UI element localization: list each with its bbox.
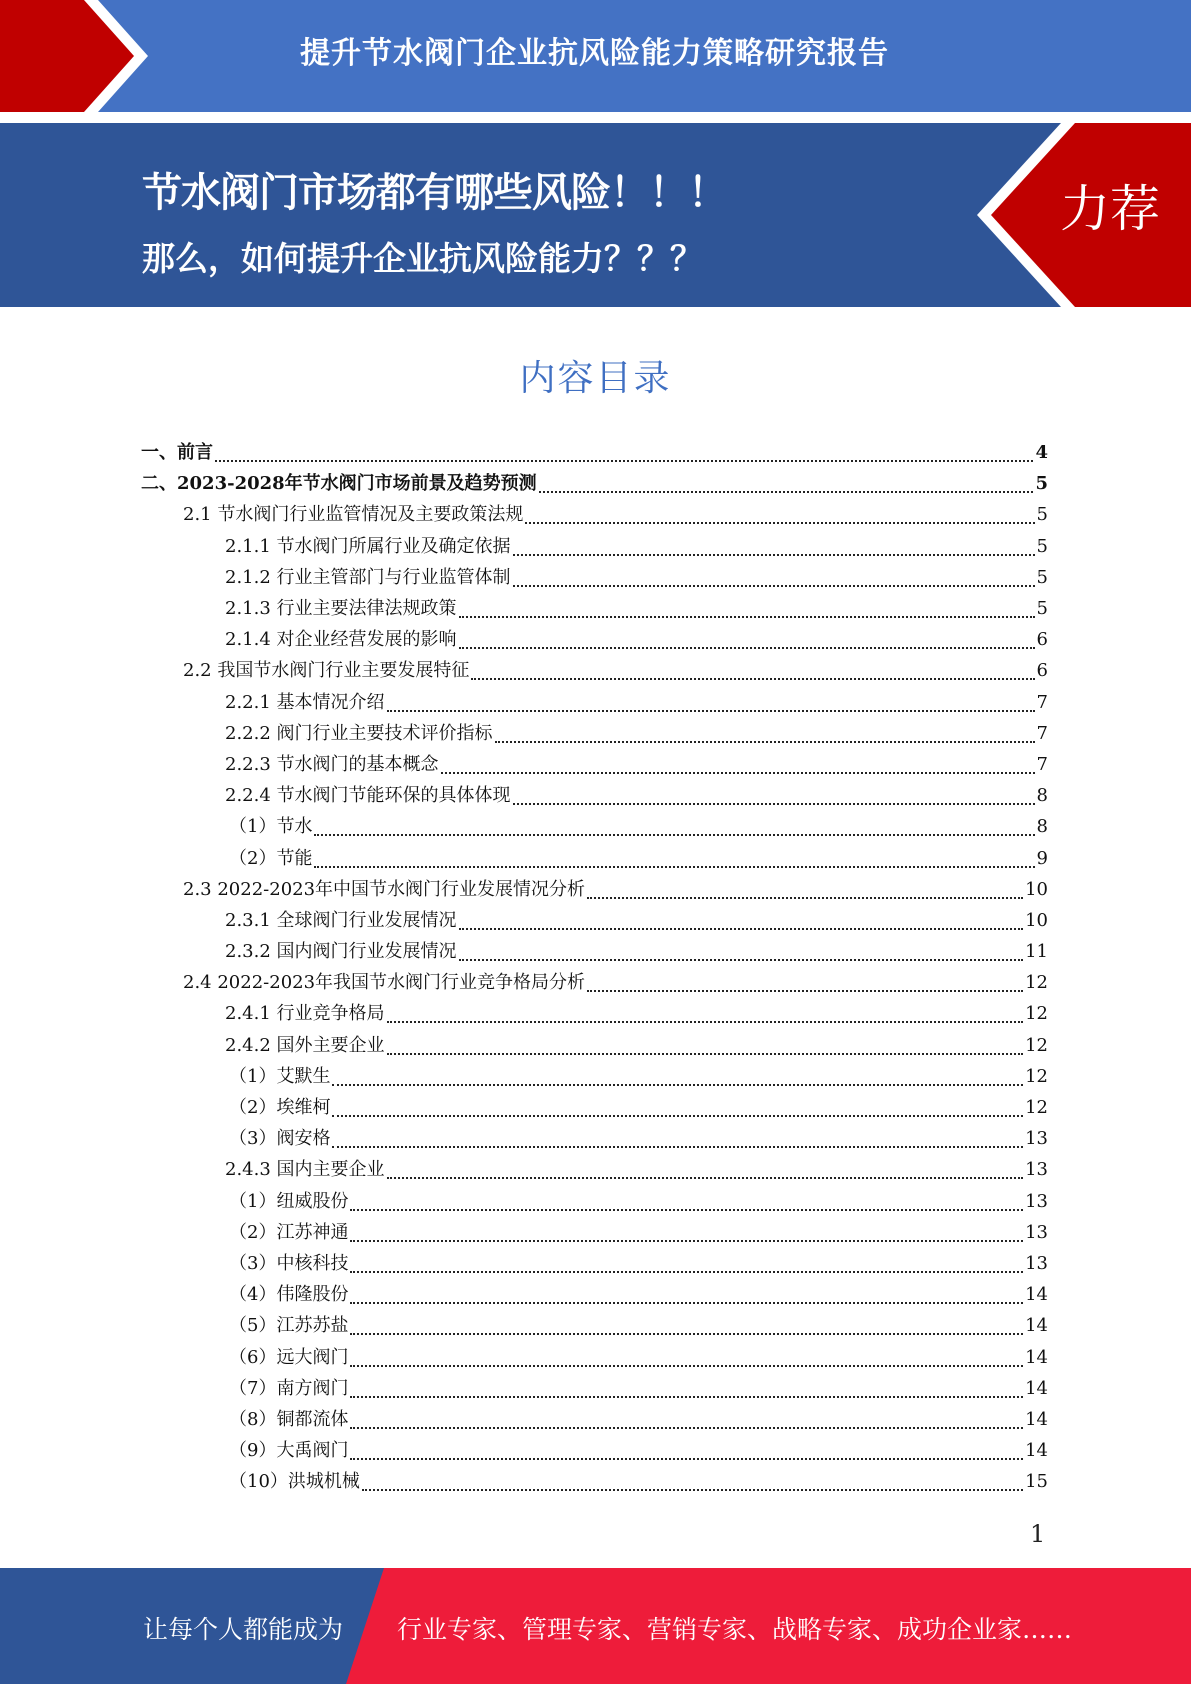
- toc-entry-title: （10）洪城机械: [229, 1471, 360, 1493]
- hero-banner: [0, 123, 1191, 307]
- toc-leader-dots: [350, 1395, 1023, 1398]
- toc-entry-title: （2）埃维柯: [229, 1097, 331, 1119]
- toc-entry[interactable]: [141, 780, 1048, 811]
- toc-entry-page: 4: [1035, 442, 1048, 464]
- toc-entry[interactable]: [141, 1030, 1048, 1061]
- toc-leader-dots: [350, 1426, 1023, 1429]
- toc-entry-title: （8）铜都流体: [229, 1408, 349, 1430]
- toc-entry[interactable]: [141, 842, 1048, 873]
- toc-entry[interactable]: [141, 593, 1048, 624]
- toc-entry-title: 2.1.4 对企业经营发展的影响: [225, 629, 457, 651]
- toc-entry-page: 14: [1025, 1408, 1048, 1430]
- toc-entry-title: 2.4.2 国外主要企业: [225, 1034, 385, 1056]
- toc-entry-title: 2.1 节水阀门行业监管情况及主要政策法规: [183, 504, 524, 526]
- toc-entry-title: （1）节水: [229, 816, 313, 838]
- toc-entry-title: 2.1.1 节水阀门所属行业及确定依据: [225, 535, 511, 557]
- hero-subheadline: 那么，如何提升企业抗风险能力？？？: [142, 239, 703, 278]
- toc-leader-dots: [350, 1270, 1023, 1273]
- toc-entry[interactable]: [141, 874, 1048, 905]
- toc-entry-title: 2.4.3 国内主要企业: [225, 1159, 385, 1181]
- toc-entry-page: 14: [1025, 1315, 1048, 1337]
- toc-entry[interactable]: [141, 1373, 1048, 1404]
- recommend-badge: 力荐: [1060, 180, 1160, 238]
- toc-entry[interactable]: [141, 1404, 1048, 1435]
- toc-leader-dots: [513, 553, 1035, 556]
- toc-entry[interactable]: [141, 1435, 1048, 1466]
- toc-entry[interactable]: [141, 967, 1048, 998]
- toc-leader-dots: [513, 584, 1035, 587]
- toc-entry-page: 14: [1025, 1377, 1048, 1399]
- toc-leader-dots: [350, 1301, 1023, 1304]
- toc-leader-dots: [362, 1488, 1023, 1491]
- toc-entry-title: 2.2 我国节水阀门行业主要发展特征: [183, 660, 470, 682]
- toc-leader-dots: [587, 989, 1023, 992]
- toc-entry-title: （9）大禹阀门: [229, 1440, 349, 1462]
- toc-entry-page: 12: [1025, 1003, 1048, 1025]
- toc-leader-dots: [387, 1052, 1024, 1055]
- toc-leader-dots: [314, 865, 1034, 868]
- toc-leader-dots: [495, 740, 1035, 743]
- toc-entry-title: 2.2.2 阀门行业主要技术评价指标: [225, 722, 493, 744]
- toc-leader-dots: [471, 677, 1034, 680]
- toc-entry-page: 13: [1025, 1221, 1048, 1243]
- toc-entry-page: 7: [1036, 722, 1048, 744]
- toc-entry-page: 14: [1025, 1440, 1048, 1462]
- toc-entry-page: 7: [1036, 753, 1048, 775]
- toc-entry[interactable]: [141, 562, 1048, 593]
- toc-entry-title: （4）伟隆股份: [229, 1284, 349, 1306]
- toc-entry-title: 2.2.3 节水阀门的基本概念: [225, 753, 439, 775]
- toc-entry-page: 5: [1036, 535, 1048, 557]
- red-arrow-decoration: [0, 0, 160, 112]
- toc-entry[interactable]: [141, 655, 1048, 686]
- toc-entry-title: 2.2.1 基本情况介绍: [225, 691, 385, 713]
- toc-entry-title: 2.3 2022-2023年中国节水阀门行业发展情况分析: [183, 878, 586, 900]
- toc-entry-page: 8: [1036, 785, 1048, 807]
- toc-entry-title: （7）南方阀门: [229, 1377, 349, 1399]
- toc-entry-page: 8: [1036, 816, 1048, 838]
- toc-entry-title: （5）江苏苏盐: [229, 1315, 349, 1337]
- toc-entry[interactable]: [141, 437, 1048, 468]
- toc-entry[interactable]: [141, 1217, 1048, 1248]
- toc-entry-title: 2.2.4 节水阀门节能环保的具体体现: [225, 785, 511, 807]
- report-title: 提升节水阀门企业抗风险能力策略研究报告: [300, 36, 889, 71]
- toc-entry[interactable]: [141, 1186, 1048, 1217]
- toc-entry-title: （1）纽威股份: [229, 1190, 349, 1212]
- toc-entry[interactable]: [141, 905, 1048, 936]
- toc-entry[interactable]: [141, 811, 1048, 842]
- toc-entry-title: 一、前言: [141, 442, 213, 464]
- toc-entry-page: 15: [1025, 1471, 1048, 1493]
- toc-leader-dots: [525, 521, 1034, 524]
- toc-entry[interactable]: [141, 1466, 1048, 1497]
- toc-entry-page: 13: [1025, 1128, 1048, 1150]
- toc-leader-dots: [314, 833, 1034, 836]
- toc-entry-page: 10: [1025, 878, 1048, 900]
- toc-entry-page: 14: [1025, 1346, 1048, 1368]
- toc-entry-page: 13: [1025, 1190, 1048, 1212]
- toc-leader-dots: [332, 1145, 1023, 1148]
- toc-entry-page: 13: [1025, 1159, 1048, 1181]
- toc-leader-dots: [387, 709, 1035, 712]
- toc-entry-page: 5: [1036, 598, 1048, 620]
- toc-leader-dots: [387, 1176, 1024, 1179]
- toc-leader-dots: [350, 1364, 1023, 1367]
- toc-entry-page: 6: [1036, 629, 1048, 651]
- table-of-contents: [141, 437, 1048, 1497]
- page-number: 1: [1030, 1520, 1046, 1548]
- toc-entry-title: 2.4.1 行业竞争格局: [225, 1003, 385, 1025]
- toc-entry-page: 10: [1025, 909, 1048, 931]
- toc-entry-page: 11: [1025, 941, 1048, 963]
- toc-entry-title: （3）中核科技: [229, 1252, 349, 1274]
- toc-entry-title: 2.1.3 行业主要法律法规政策: [225, 598, 457, 620]
- toc-entry[interactable]: [141, 1310, 1048, 1341]
- footer-banner: [0, 1568, 1191, 1684]
- toc-entry[interactable]: [141, 1341, 1048, 1372]
- toc-entry-title: 2.1.2 行业主管部门与行业监管体制: [225, 566, 511, 588]
- toc-leader-dots: [539, 490, 1034, 493]
- toc-entry-title: （2）节能: [229, 847, 313, 869]
- toc-entry-page: 6: [1036, 660, 1048, 682]
- toc-entry-page: 12: [1025, 1065, 1048, 1087]
- toc-entry-page: 12: [1025, 1034, 1048, 1056]
- toc-entry-page: 13: [1025, 1252, 1048, 1274]
- toc-heading: 内容目录: [519, 358, 672, 399]
- toc-entry-title: 2.3.1 全球阀门行业发展情况: [225, 909, 457, 931]
- toc-entry-page: 9: [1036, 847, 1048, 869]
- footer-slogan-left: 让每个人都能成为: [143, 1615, 344, 1644]
- toc-entry-title: （6）远大阀门: [229, 1346, 349, 1368]
- toc-entry-page: 5: [1036, 566, 1048, 588]
- toc-leader-dots: [332, 1114, 1023, 1117]
- toc-entry[interactable]: [141, 936, 1048, 967]
- top-banner: [0, 0, 1191, 112]
- toc-leader-dots: [587, 896, 1023, 899]
- toc-leader-dots: [513, 802, 1035, 805]
- toc-entry[interactable]: [141, 1123, 1048, 1154]
- toc-leader-dots: [459, 958, 1024, 961]
- toc-entry-page: 14: [1025, 1284, 1048, 1306]
- hero-headline: 节水阀门市场都有哪些风险！！！: [142, 170, 727, 216]
- toc-leader-dots: [459, 615, 1035, 618]
- toc-entry[interactable]: [141, 687, 1048, 718]
- toc-entry[interactable]: [141, 624, 1048, 655]
- toc-entry[interactable]: [141, 1279, 1048, 1310]
- toc-entry[interactable]: [141, 1061, 1048, 1092]
- toc-entry-title: 2.4 2022-2023年我国节水阀门行业竞争格局分析: [183, 972, 586, 994]
- toc-entry-page: 12: [1025, 1097, 1048, 1119]
- toc-entry[interactable]: [141, 468, 1048, 499]
- toc-entry[interactable]: [141, 998, 1048, 1029]
- toc-leader-dots: [441, 771, 1035, 774]
- toc-entry[interactable]: [141, 749, 1048, 780]
- toc-entry-page: 12: [1025, 972, 1048, 994]
- toc-entry-title: 二、2023-2028年节水阀门市场前景及趋势预测: [141, 473, 537, 495]
- footer-slogan-right: 行业专家、管理专家、营销专家、战略专家、成功企业家……: [397, 1615, 1073, 1644]
- toc-entry[interactable]: [141, 1248, 1048, 1279]
- toc-entry-title: 2.3.2 国内阀门行业发展情况: [225, 941, 457, 963]
- toc-entry[interactable]: [141, 1092, 1048, 1123]
- toc-entry-title: （3）阀安格: [229, 1128, 331, 1150]
- toc-leader-dots: [387, 1020, 1024, 1023]
- toc-leader-dots: [350, 1208, 1023, 1211]
- toc-leader-dots: [459, 646, 1035, 649]
- toc-entry[interactable]: [141, 499, 1048, 530]
- toc-leader-dots: [215, 459, 1033, 462]
- toc-entry-page: 5: [1035, 473, 1048, 495]
- toc-leader-dots: [350, 1332, 1023, 1335]
- toc-leader-dots: [459, 927, 1024, 930]
- toc-leader-dots: [350, 1239, 1023, 1242]
- toc-entry-page: 5: [1036, 504, 1048, 526]
- toc-entry[interactable]: [141, 718, 1048, 749]
- toc-entry[interactable]: [141, 531, 1048, 562]
- toc-entry-title: （1）艾默生: [229, 1065, 331, 1087]
- toc-entry[interactable]: [141, 1154, 1048, 1185]
- toc-entry-page: 7: [1036, 691, 1048, 713]
- toc-leader-dots: [350, 1457, 1023, 1460]
- toc-entry-title: （2）江苏神通: [229, 1221, 349, 1243]
- toc-leader-dots: [332, 1083, 1023, 1086]
